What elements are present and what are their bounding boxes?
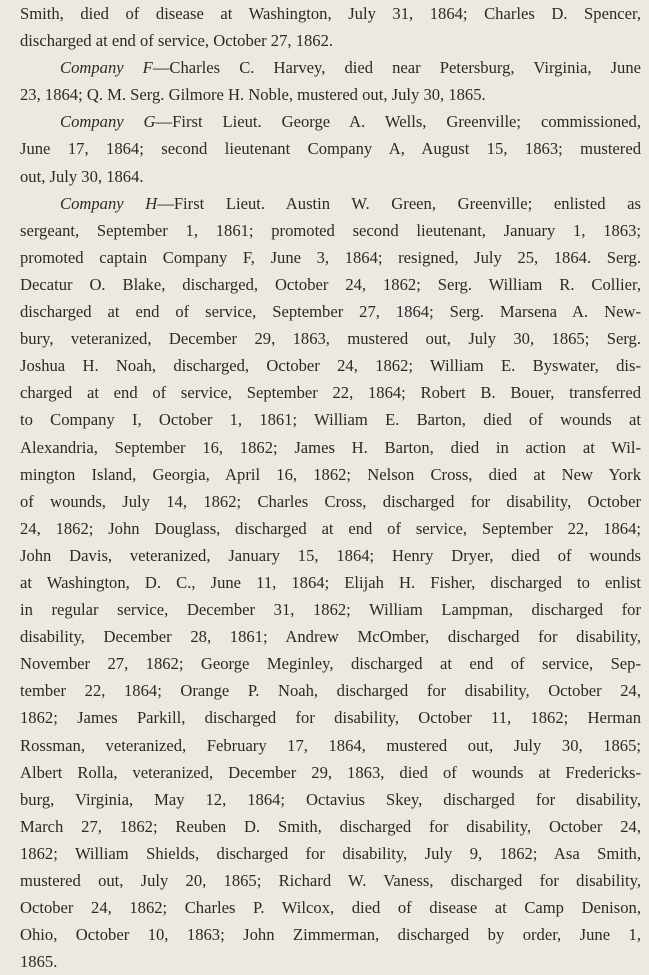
text-line-23: [20, 596, 641, 623]
text-line-31: [20, 813, 641, 840]
text-line-6: [20, 135, 641, 162]
line-text: 1862; James Parkill, discharged for disability, October 11, 1862; Herman: [20, 708, 641, 728]
text-line-1: [20, 0, 641, 27]
text-line-8: [20, 190, 641, 217]
text-line-35: [20, 921, 641, 948]
line-text: —Charles C. Harvey, died near Petersburg, Virginia, June: [152, 58, 641, 78]
line-text: March 27, 1862; Reuben D. Smith, discharged for disability, October 24,: [20, 816, 641, 836]
line-text: discharged at end of service, September 27, 1864; Serg. Marsena A. New-: [20, 302, 641, 322]
line-text: Joshua H. Noah, discharged, October 24, 1862; William E. Byswater, dis-: [20, 356, 641, 376]
text-line-29: [20, 759, 641, 786]
line-text: November 27, 1862; George Meginley, discharged at end of service, Sep-: [20, 654, 641, 674]
text-line-2: [20, 27, 641, 54]
text-line-16: [20, 406, 641, 433]
company-heading: Company F: [60, 58, 153, 78]
text-line-5: [20, 108, 641, 135]
text-line-7: [20, 163, 641, 190]
text-line-15: [20, 379, 641, 406]
text-line-12: [20, 298, 641, 325]
text-line-4: [20, 81, 641, 108]
line-text: in regular service, December 31, 1862; William Lampman, discharged for: [20, 600, 641, 620]
line-text: October 24, 1862; Charles P. Wilcox, died of disease at Camp Denison,: [20, 898, 641, 918]
company-heading: Company H: [60, 193, 158, 213]
text-line-14: [20, 352, 641, 379]
line-text: mustered out, July 20, 1865; Richard W. Vaness, discharged for disability,: [20, 871, 641, 890]
line-text: of wounds, July 14, 1862; Charles Cross, discharged for disability, October: [20, 491, 641, 511]
text-line-36: [20, 948, 641, 975]
line-text: Albert Rolla, veteranized, December 29, 1863, died of wounds at Fredericks-: [20, 762, 641, 782]
line-text: bury, veteranized, December 29, 1863, mustered out, July 30, 1865; Serg.: [20, 329, 641, 349]
text-line-10: [20, 244, 641, 271]
line-text: June 17, 1864; second lieutenant Company A, August 15, 1863; mustered: [20, 139, 641, 159]
text-line-26: [20, 677, 641, 704]
line-text: mington Island, Georgia, April 16, 1862; Nelson Cross, died at New York: [20, 464, 641, 484]
line-text: —First Lieut. Austin W. Green, Greenville; enlisted as: [157, 193, 641, 213]
line-text: 1862; William Shields, discharged for disability, July 9, 1862; Asa Smith,: [20, 843, 641, 863]
line-text: tember 22, 1864; Orange P. Noah, discharged for disability, October 24,: [20, 681, 641, 701]
text-line-19: [20, 488, 641, 515]
text-line-32: [20, 840, 641, 867]
text-line-22: [20, 569, 641, 596]
text-line-25: [20, 650, 641, 677]
text-line-28: [20, 732, 641, 759]
line-text: promoted captain Company F, June 3, 1864; resigned, July 25, 1864. Serg.: [20, 247, 641, 267]
line-text: John Davis, veteranized, January 15, 1864; Henry Dryer, died of wounds: [20, 545, 641, 565]
text-line-3: [20, 54, 641, 81]
line-text: Ohio, October 10, 1863; John Zimmerman, discharged by order, June 1,: [20, 925, 641, 945]
line-text: Smith, died of disease at Washington, July 31, 1864; Charles D. Spencer,: [20, 4, 641, 23]
text-line-20: [20, 515, 641, 542]
line-text: at Washington, D. C., June 11, 1864; Elijah H. Fisher, discharged to enlist: [20, 572, 641, 592]
text-line-9: [20, 217, 641, 244]
line-text: disability, December 28, 1861; Andrew McOmber, discharged for disability,: [20, 627, 641, 647]
line-text: Alexandria, September 16, 1862; James H. Barton, died in action at Wil-: [20, 437, 641, 457]
line-text: 1865.: [20, 952, 58, 972]
line-text: burg, Virginia, May 12, 1864; Octavius Skey, discharged for disability,: [20, 789, 641, 809]
line-text: 23, 1864; Q. M. Serg. Gilmore H. Noble, mustered out, July 30, 1865.: [20, 85, 486, 105]
line-text: charged at end of service, September 22, 1864; Robert B. Bouer, transferred: [20, 383, 641, 403]
line-text: —First Lieut. George A. Wells, Greenville; commissioned,: [155, 112, 641, 132]
line-text: to Company I, October 1, 1861; William E. Barton, died of wounds at: [20, 410, 641, 430]
line-text: discharged at end of service, October 27, 1862.: [20, 31, 334, 51]
text-line-24: [20, 623, 641, 650]
text-line-27: [20, 704, 641, 731]
text-line-11: [20, 271, 641, 298]
line-text: Decatur O. Blake, discharged, October 24, 1862; Serg. William R. Collier,: [20, 274, 641, 294]
text-line-21: [20, 542, 641, 569]
line-text: out, July 30, 1864.: [20, 166, 144, 186]
line-text: sergeant, September 1, 1861; promoted second lieutenant, January 1, 1863;: [20, 220, 641, 240]
company-heading: Company G: [60, 112, 156, 132]
text-line-17: [20, 434, 641, 461]
text-line-34: [20, 894, 641, 921]
text-line-33: [20, 867, 641, 894]
line-text: 24, 1862; John Douglass, discharged at end of service, September 22, 1864;: [20, 518, 641, 538]
line-text: Rossman, veteranized, February 17, 1864, mustered out, July 30, 1865;: [20, 735, 641, 755]
text-line-18: [20, 461, 641, 488]
text-line-13: [20, 325, 641, 352]
text-line-30: [20, 786, 641, 813]
